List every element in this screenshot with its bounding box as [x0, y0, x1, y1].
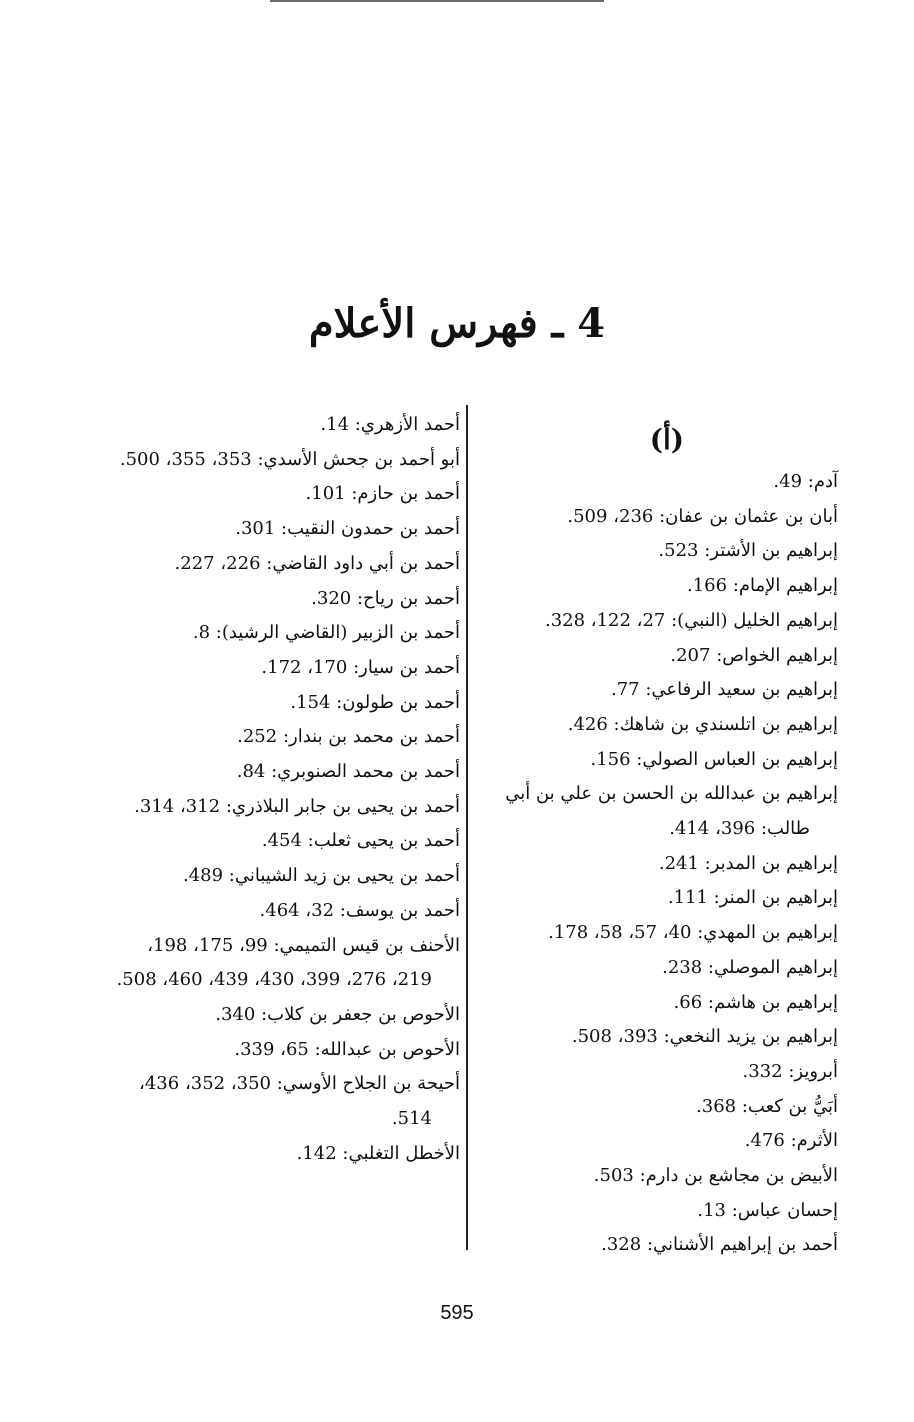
index-entry: الأحوص بن جعفر بن كلاب: 340.	[215, 1003, 460, 1025]
index-entry: إبراهيم الخواص: 207.	[670, 644, 838, 666]
index-entry: أحمد الأزهري: 14.	[320, 414, 460, 435]
index-entry: أحمد بن الزبير (القاضي الرشيد): 8.	[192, 622, 460, 644]
index-entry: أحمد بن إبراهيم الأشناني: 328.	[601, 1234, 838, 1256]
index-entry: الأخطل التغلبي: 142.	[296, 1142, 460, 1164]
page-title: 4 ـ فهرس الأعلام	[308, 300, 606, 347]
index-entry: إبراهيم بن عبدالله بن الحسن بن علي بن أبي طالب: 396، 414.	[505, 783, 838, 840]
index-entry: أبَيُّ بن كعب: 368.	[696, 1095, 838, 1117]
top-rule	[270, 0, 604, 2]
index-entry: الأحنف بن قيس التميمي: 99، 175، 198، 219، 276، 399، 430، 439، 460، 508.	[116, 934, 460, 991]
index-entry: إبراهيم بن المنر: 111.	[667, 887, 838, 909]
index-entry: أحمد بن محمد بن بندار: 252.	[237, 726, 460, 748]
index-entry: أبرويز: 332.	[742, 1060, 838, 1082]
index-entry: إبراهيم الخليل (النبي): 27، 122، 328.	[544, 609, 838, 631]
index-entry: أبو أحمد بن جحش الأسدي: 353، 355، 500.	[119, 448, 460, 470]
index-entry: أحمد بن يوسف: 32، 464.	[259, 899, 460, 921]
index-entry: أحمد بن أبي داود القاضي: 226، 227.	[174, 552, 460, 574]
index-entry: إبراهيم بن يزيد النخعي: 393، 508.	[571, 1026, 838, 1048]
index-entry: أحيحة بن الجلاح الأوسي: 350، 352، 436، 514.	[139, 1073, 460, 1130]
index-entry: إبراهيم بن اتلسندي بن شاهك: 426.	[567, 713, 838, 735]
page-number: 595	[440, 1302, 474, 1324]
index-entry: أحمد بن سيار: 170، 172.	[261, 656, 460, 678]
index-column-right	[482, 465, 838, 1263]
index-column-left	[105, 408, 460, 1171]
index-entry: أحمد بن طولون: 154.	[290, 691, 460, 713]
index-entry: الأبيض بن مجاشع بن دارم: 503.	[593, 1165, 838, 1187]
section-letter-alif: (أ)	[649, 423, 684, 456]
index-entry: إبراهيم بن هاشم: 66.	[673, 991, 838, 1013]
index-entry: إبراهيم بن العباس الصولي: 156.	[590, 748, 838, 770]
index-entry: إحسان عباس: 13.	[697, 1199, 838, 1221]
index-entry: أحمد بن يحيى بن زيد الشيباني: 489.	[182, 865, 460, 887]
index-entry: أحمد بن رياح: 320.	[311, 587, 460, 609]
index-entry: أحمد بن يحيى ثعلب: 454.	[261, 830, 460, 852]
index-entry: إبراهيم الإمام: 166.	[687, 575, 838, 597]
index-entry: أحمد بن حمدون النقيب: 301.	[235, 518, 460, 540]
index-entry: إبراهيم بن سعيد الرفاعي: 77.	[610, 679, 838, 701]
index-entry: أحمد بن حازم: 101.	[305, 483, 460, 505]
index-entry: إبراهيم بن المدبر: 241.	[658, 852, 838, 874]
index-entry: الأثرم: 476.	[744, 1130, 838, 1152]
index-entry: إبراهيم الموصلي: 238.	[662, 956, 838, 978]
index-entry: آدم: 49.	[773, 471, 838, 492]
index-entry: أحمد بن يحيى بن جابر البلاذري: 312، 314.	[134, 795, 460, 817]
index-entry: أبان بن عثمان بن عفان: 236، 509.	[567, 505, 838, 527]
index-entry: أحمد بن محمد الصنوبري: 84.	[236, 761, 460, 783]
index-entry: الأحوص بن عبدالله: 65، 339.	[234, 1038, 460, 1060]
index-entry: إبراهيم بن المهدي: 40، 57، 58، 178.	[548, 922, 838, 944]
index-entry: إبراهيم بن الأشتر: 523.	[658, 540, 838, 562]
column-divider	[466, 405, 468, 1250]
